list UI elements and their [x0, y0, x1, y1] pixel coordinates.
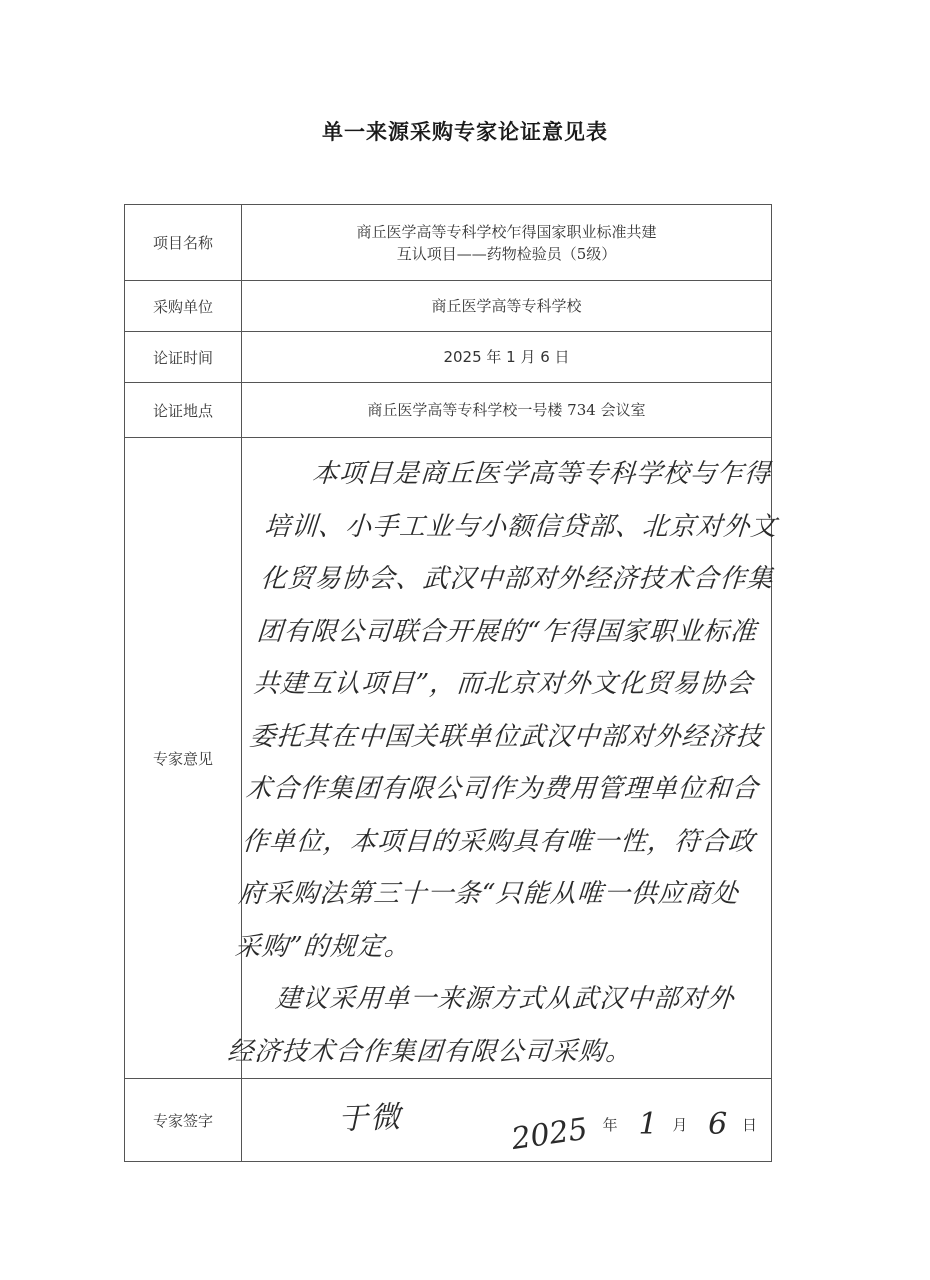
- place-label: 论证地点: [125, 383, 242, 438]
- year-unit: 年: [602, 1116, 618, 1134]
- signature-year: 2025: [508, 1111, 590, 1158]
- row-opinion: [125, 438, 772, 1079]
- signature-cell: [242, 1079, 772, 1162]
- place-value: 商丘医学高等专科学校一号楼 734 会议室: [242, 383, 772, 438]
- opinion-cell: [226, 438, 779, 1079]
- project-name-line1: 商丘医学高等专科学校乍得国家职业标准共建: [356, 222, 657, 241]
- opinion-form-table: [124, 204, 779, 1162]
- purchaser-value: 商丘医学高等专科学校: [242, 281, 772, 332]
- row-place: [125, 383, 772, 438]
- row-signature: [125, 1079, 772, 1162]
- row-project-name: [125, 205, 772, 281]
- signature-month: 1: [638, 1107, 658, 1142]
- project-name-line2: 互认项目——药物检验员（5级）: [396, 244, 617, 263]
- project-name-label: 项目名称: [125, 205, 242, 281]
- purchaser-label: 采购单位: [125, 281, 242, 332]
- month-unit: 月: [672, 1116, 688, 1134]
- handwritten-opinion: [220, 438, 794, 1078]
- page-title: 单一来源采购专家论证意见表: [322, 119, 608, 144]
- signature-label: 专家签字: [125, 1079, 242, 1162]
- project-name-value: [242, 205, 772, 281]
- row-purchaser: [125, 281, 772, 332]
- time-label: 论证时间: [125, 332, 242, 383]
- row-time: [125, 332, 772, 383]
- signature-date: [508, 1107, 764, 1158]
- opinion-paragraph-2: 建议采用单一来源方式从武汉中部对外经济技术合作集团有限公司采购。: [226, 984, 736, 1067]
- handwritten-signature: 于微: [337, 1099, 403, 1138]
- opinion-paragraph-1: 本项目是商丘医学高等专科学校与乍得培训、小手工业与小额信贷部、北京对外文化贸易协会、武汉中部对外经济技术合作集团有限公司联合开展的“乍得国家职业标准共建互认项目”，而北京对外文化贸易协会委托其在中国关联单位武汉中部对外经济技术合作集团有限公司作为费用管理单位和合作单位，本项目的采购具有唯一性，符合政府采购法第三十一条“只能从唯一供应商处采购”的规定。: [233, 459, 779, 962]
- day-unit: 日: [741, 1116, 757, 1134]
- opinion-label: 专家意见: [125, 438, 242, 1079]
- signature-day: 6: [708, 1107, 728, 1142]
- time-value: 2025 年 1 月 6 日: [242, 332, 772, 383]
